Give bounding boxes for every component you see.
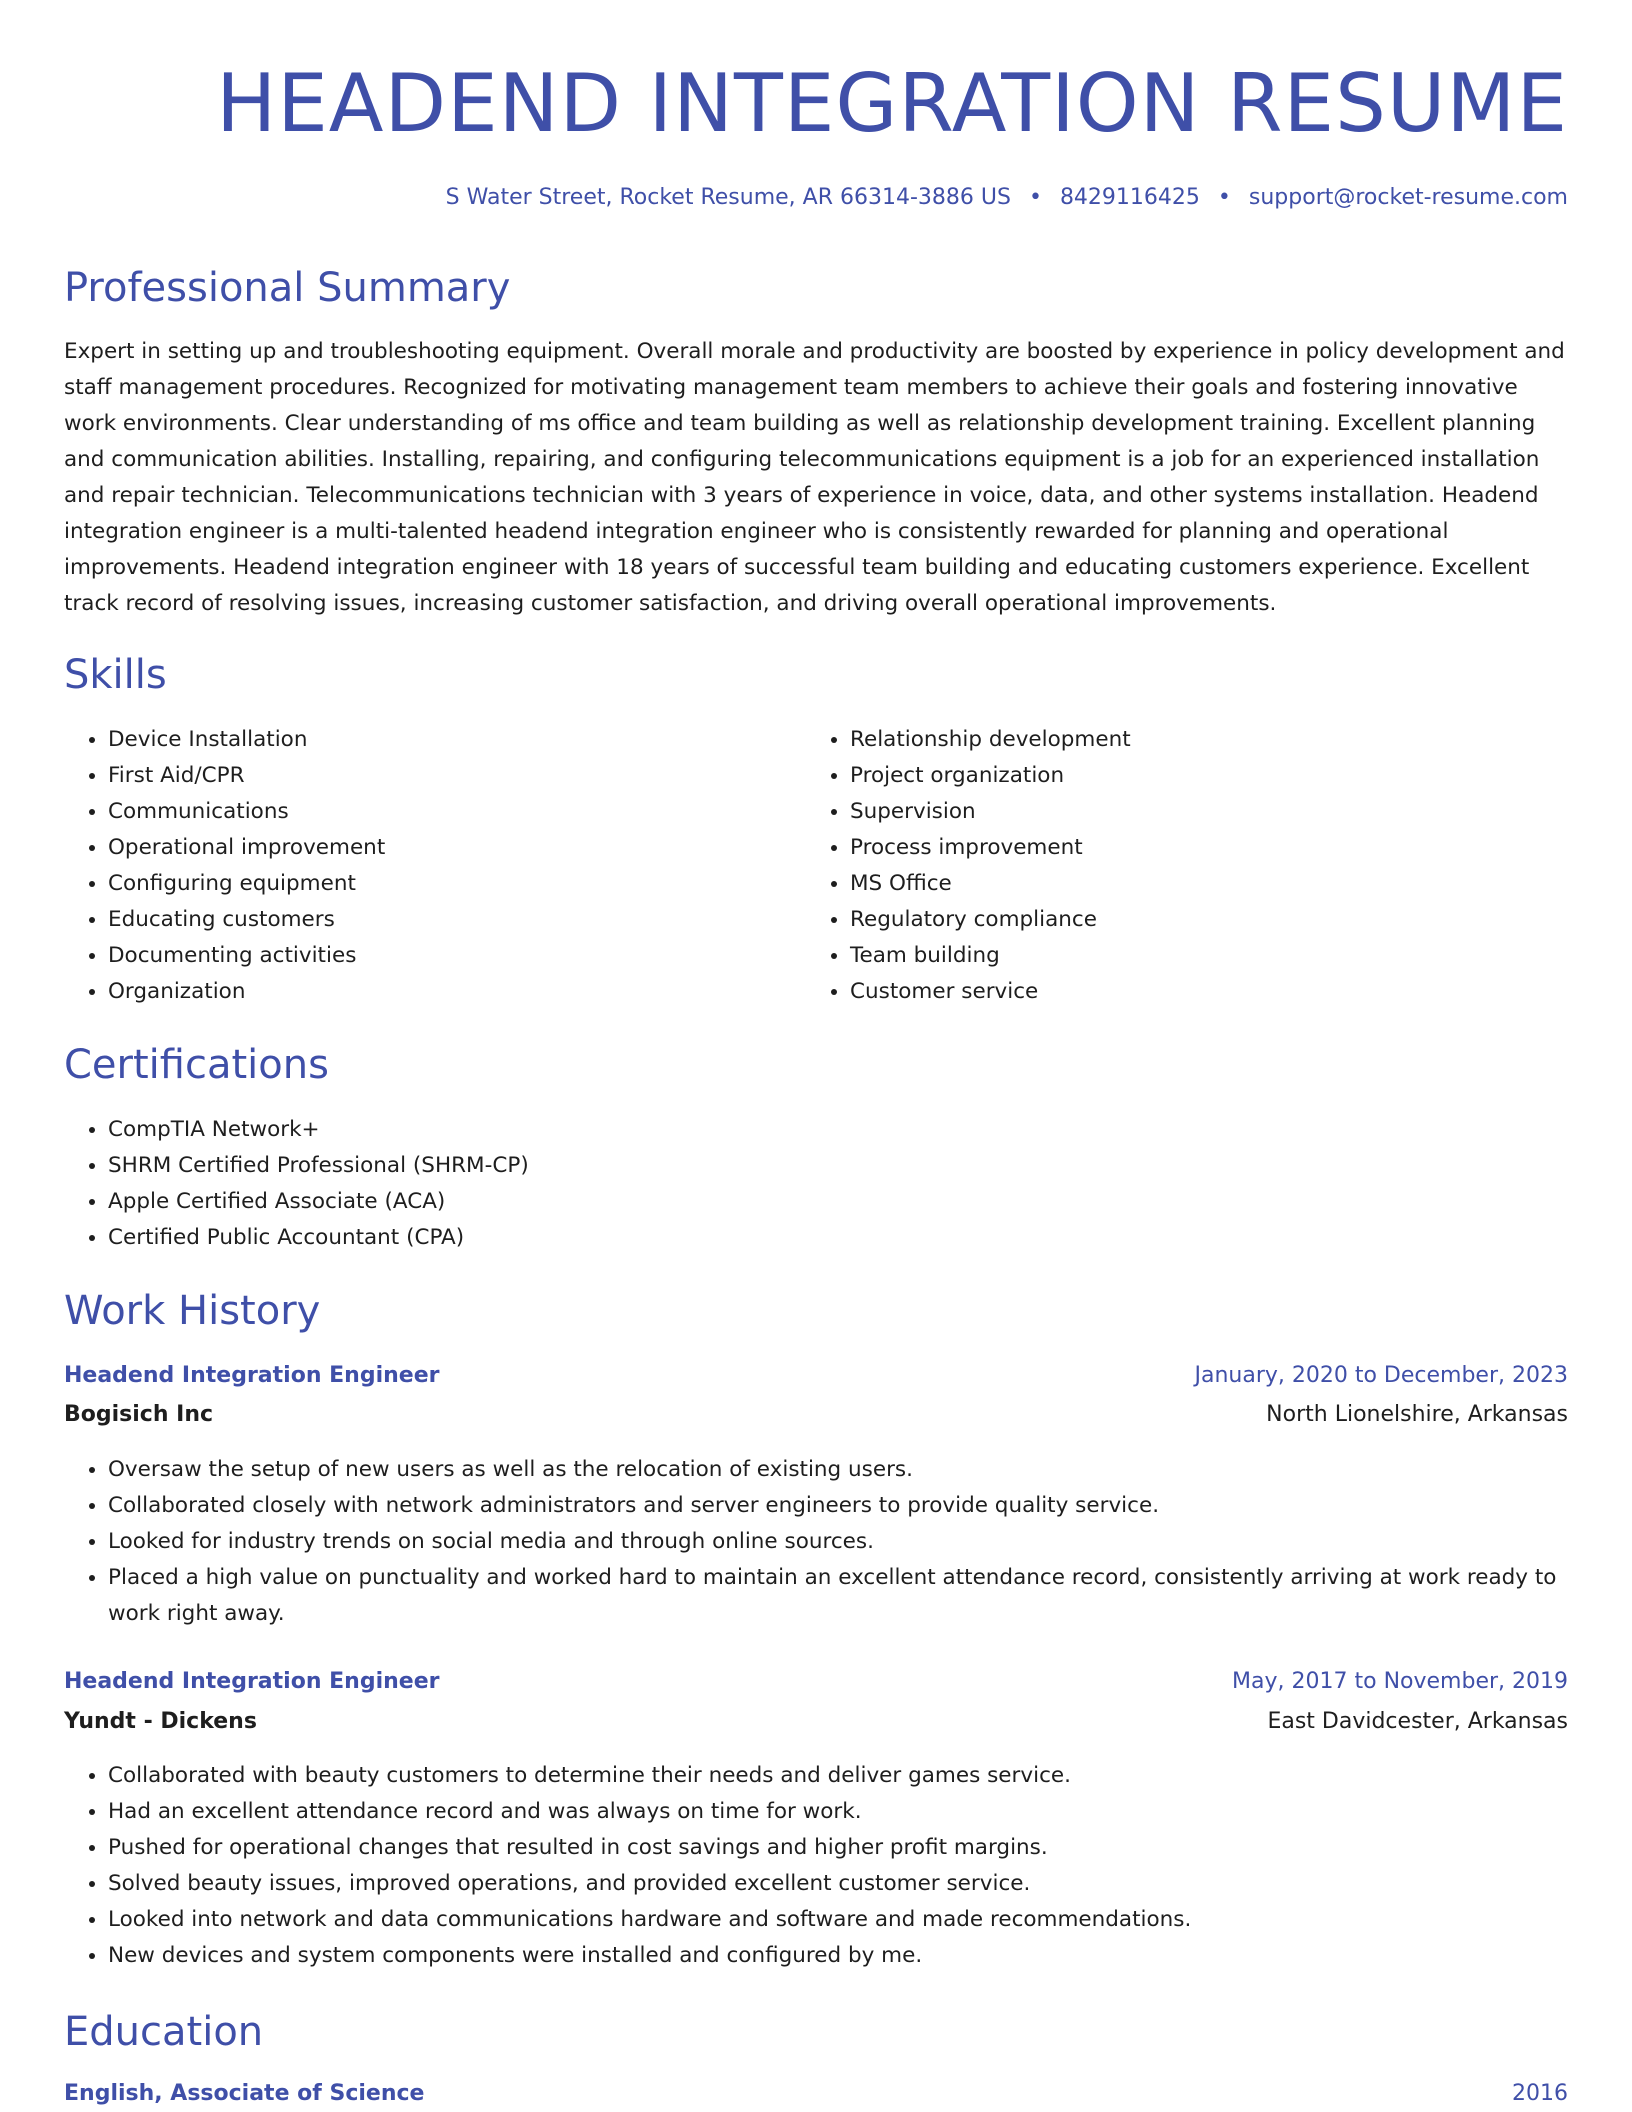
list-item: • Apple Certified Associate (ACA): [108, 1184, 1568, 1220]
list-item: • Customer service: [850, 974, 1570, 1010]
list-item: • Project organization: [850, 758, 1570, 794]
list-item: • Collaborated closely with network administrators and server engineers to provide quality service.: [108, 1488, 1568, 1524]
job-location: North Lionelshire, Arkansas: [1266, 1402, 1568, 1427]
resume-title: HEADEND INTEGRATION RESUME: [216, 57, 1568, 150]
list-item: • Team building: [850, 938, 1570, 974]
list-item: • Operational improvement: [108, 830, 788, 866]
job-dates: January, 2020 to December, 2023: [1194, 1363, 1568, 1388]
contact-line: [446, 182, 1568, 214]
summary-heading: Professional Summary: [64, 265, 511, 311]
education-degree: English, Associate of Science: [64, 2081, 425, 2106]
list-item: • Had an excellent attendance record and was always on time for work.: [108, 1794, 1568, 1830]
list-item: • Pushed for operational changes that resulted in cost savings and higher profit margins.: [108, 1830, 1568, 1866]
list-item: • SHRM Certified Professional (SHRM-CP): [108, 1148, 1568, 1184]
education-year: 2016: [1512, 2081, 1568, 2106]
skills-list-right: [806, 722, 1570, 1010]
list-item: • Organization: [108, 974, 788, 1010]
list-item: • Looked for industry trends on social media and through online sources.: [108, 1524, 1568, 1560]
work-history-heading: Work History: [64, 1288, 321, 1334]
list-item: • MS Office: [850, 866, 1570, 902]
list-item: • Looked into network and data communications hardware and software and made recommendations.: [108, 1902, 1568, 1938]
list-item: • Process improvement: [850, 830, 1570, 866]
job-company: Yundt - Dickens: [64, 1709, 257, 1734]
list-item: • First Aid/CPR: [108, 758, 788, 794]
list-item: • Educating customers: [108, 902, 788, 938]
resume-page: [64, 0, 1568, 2112]
list-item: • Communications: [108, 794, 788, 830]
list-item: • Documenting activities: [108, 938, 788, 974]
job-dates: May, 2017 to November, 2019: [1232, 1669, 1568, 1694]
certifications-list: [64, 1112, 1568, 1256]
list-item: • New devices and system components were installed and configured by me.: [108, 1938, 1568, 1974]
list-item: • CompTIA Network+: [108, 1112, 1568, 1148]
list-item: • Placed a high value on punctuality and worked hard to maintain an excellent attendance record, consistently arriving at work ready to work right away.: [108, 1560, 1568, 1632]
list-item: • Oversaw the setup of new users as well as the relocation of existing users.: [108, 1452, 1568, 1488]
job-company: Bogisich Inc: [64, 1402, 214, 1427]
list-item: • Device Installation: [108, 722, 788, 758]
job-bullets: [64, 1452, 1568, 1632]
contact-separator: •: [1217, 185, 1231, 210]
contact-address: S Water Street, Rocket Resume, AR 66314-3886 US: [445, 185, 1011, 210]
contact-separator: •: [1028, 185, 1042, 210]
job-bullets: [64, 1758, 1568, 1974]
contact-email: support@rocket-resume.com: [1248, 185, 1568, 210]
skills-list-left: [64, 722, 788, 1010]
skills-heading: Skills: [64, 652, 167, 698]
job-title: Headend Integration Engineer: [64, 1363, 440, 1388]
job-title: Headend Integration Engineer: [64, 1669, 440, 1694]
contact-phone: 8429116425: [1059, 185, 1200, 210]
list-item: • Configuring equipment: [108, 866, 788, 902]
list-item: • Collaborated with beauty customers to determine their needs and deliver games service.: [108, 1758, 1568, 1794]
certifications-heading: Certifications: [64, 1042, 329, 1088]
list-item: • Regulatory compliance: [850, 902, 1570, 938]
list-item: • Solved beauty issues, improved operations, and provided excellent customer service.: [108, 1866, 1568, 1902]
list-item: • Relationship development: [850, 722, 1570, 758]
summary-text: Expert in setting up and troubleshooting equipment. Overall morale and productivity are boosted by experience in policy development and staff management procedures. Recognized for motivating management team members to achieve their goals and fostering innovative work environments. Clear understanding of ms office and team building as well as relationship development training. Excellent planning and communication abilities. Installing, repairing, and configuring telecommunications equipment is a job for an experienced installation and repair technician. Telecommunications technician with 3 years of experience in voice, data, and other systems installation. Headend integration engineer is a multi-talented headend integration engineer who is consistently rewarded for planning and operational improvements. Headend integration engineer with 18 years of successful team building and educating customers experience. Excellent track record of resolving issues, increasing customer satisfaction, and driving overall operational improvements.: [64, 339, 1565, 616]
job-location: East Davidcester, Arkansas: [1267, 1709, 1568, 1734]
list-item: • Supervision: [850, 794, 1570, 830]
education-heading: Education: [64, 2009, 264, 2055]
list-item: • Certified Public Accountant (CPA): [108, 1220, 1568, 1256]
